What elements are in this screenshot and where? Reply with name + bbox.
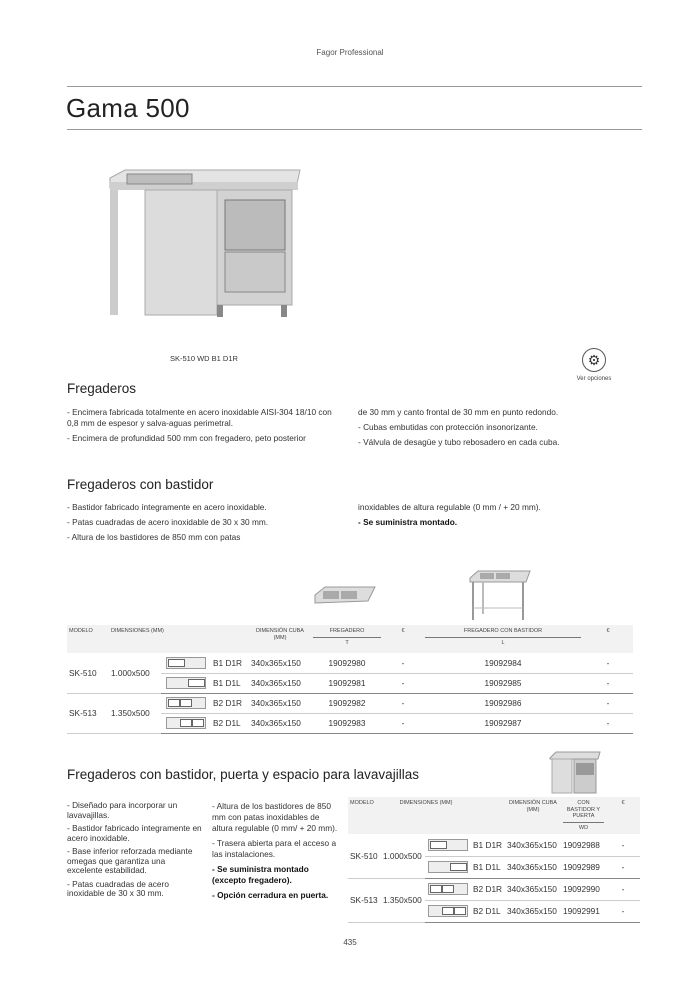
sink-config-icon [428, 839, 468, 851]
col-modelo: MODELO [67, 625, 109, 653]
bullet: - Bastidor fabricado íntegramente en acero inoxidable. [67, 502, 267, 512]
bastidor-code-cell: 19092986 [423, 693, 583, 713]
bullet: - Se suministra montado. [358, 517, 458, 527]
col-price: € [583, 625, 633, 653]
cuba-cell: 340x365x150 [249, 693, 311, 713]
fregadero-code-cell: 19092980 [311, 653, 383, 673]
sink-config-cell [161, 713, 211, 733]
section-title-lavavajillas: Fregaderos con bastidor, puerta y espacio para lavavajillas [67, 767, 419, 782]
bullet: - Encimera fabricada totalmente en acero inoxidable AISI-304 18/10 con 0,8 mm de espesor y salva-aguas perimetral. [67, 407, 332, 428]
sink-config-icon [166, 677, 206, 689]
bastidor-code-cell: 19092990 [561, 878, 606, 900]
sink-config-cell [161, 653, 211, 673]
dimension-cell: 1.350x500 [109, 693, 161, 733]
price-cell: - [583, 693, 633, 713]
bastidor-code-cell: 19092988 [561, 834, 606, 856]
sink-config-icon [166, 697, 206, 709]
bullet: - Encimera de profundidad 500 mm con fregadero, peto posterior [67, 433, 306, 443]
model-cell: SK-513 [348, 878, 381, 922]
col-cuba: DIMENSIÓN CUBA (MM) [505, 797, 561, 834]
section-title-bastidor: Fregaderos con bastidor [67, 477, 214, 492]
product-caption: SK-510 WD B1 D1R [170, 354, 238, 363]
col-fregadero: FREGADERO [313, 628, 381, 638]
cuba-cell: 340x365x150 [249, 713, 311, 733]
config-cell: B2 D1L [471, 900, 505, 922]
fregadero-code-cell: 19092982 [311, 693, 383, 713]
dimension-cell: 1.000x500 [381, 834, 425, 878]
bullet: - Se suministra montado (excepto fregadero). [212, 864, 309, 885]
col-modelo: MODELO [348, 797, 381, 834]
model-cell: SK-510 [67, 653, 109, 693]
sink-config-icon [428, 905, 468, 917]
config-cell: B1 D1L [211, 673, 249, 693]
config-cell: B1 D1R [211, 653, 249, 673]
table-row [348, 834, 640, 856]
bastidor-code-cell: 19092989 [561, 856, 606, 878]
sink-config-cell [425, 878, 471, 900]
price-cell: - [383, 653, 423, 673]
bullets-col1 [67, 801, 202, 903]
cuba-cell: 340x365x150 [505, 856, 561, 878]
col-bastidor: FREGADERO CON BASTIDOR [425, 628, 581, 638]
bullets-left [67, 502, 337, 547]
price-cell: - [583, 653, 633, 673]
sink-dishwasher-image [548, 750, 602, 796]
sink-config-cell [425, 856, 471, 878]
config-cell: B2 D1R [471, 878, 505, 900]
config-cell: B1 D1R [471, 834, 505, 856]
price-table-lavavajillas [348, 797, 640, 923]
cuba-cell: 340x365x150 [505, 834, 561, 856]
sink-config-cell [161, 673, 211, 693]
price-cell: - [606, 900, 640, 922]
col-cuba: DIMENSIÓN CUBA (MM) [249, 625, 311, 653]
bullet: inoxidables de altura regulable (0 mm / + 20 mm). [358, 502, 541, 512]
divider [67, 86, 642, 87]
price-cell: - [606, 834, 640, 856]
bullet: - Válvula de desagüe y tubo rebosadero en cada cuba. [358, 437, 560, 447]
sink-config-cell [425, 900, 471, 922]
bastidor-code-cell: 19092987 [423, 713, 583, 733]
bullet: - Opción cerradura en puerta. [212, 890, 329, 900]
col-dimensiones: DIMENSIONES (MM) [109, 625, 211, 653]
cuba-cell: 340x365x150 [249, 653, 311, 673]
sink-config-icon [166, 657, 206, 669]
bullet: - Patas cuadradas de acero inoxidable de 30 x 30 mm. [67, 517, 269, 527]
options-link[interactable]: Ver opciones [576, 376, 612, 382]
product-image-sink-cabinet [105, 160, 305, 322]
price-cell: - [383, 713, 423, 733]
bullet: - Base inferior reforzada mediante omegas que garantiza una excelente estabilidad. [67, 846, 193, 875]
price-cell: - [583, 673, 633, 693]
bastidor-code-cell: 19092991 [561, 900, 606, 922]
table-row [67, 693, 633, 713]
col-price: € [606, 797, 640, 834]
sink-config-cell [425, 834, 471, 856]
section-title-fregaderos: Fregaderos [67, 381, 137, 396]
col-fregadero-code: T [345, 639, 349, 646]
fregadero-code-cell: 19092983 [311, 713, 383, 733]
bullet: - Trasera abierta para el acceso a las instalaciones. [212, 838, 337, 859]
running-header: Fagor Professional [316, 48, 384, 57]
col-bastidor-code: WD [578, 824, 589, 831]
table-row [67, 653, 633, 673]
model-cell: SK-513 [67, 693, 109, 733]
bullet: - Patas cuadradas de acero inoxidable de 30 x 30 mm. [67, 878, 169, 898]
bullets-col2 [212, 801, 342, 905]
bullet: - Altura de los bastidores de 850 mm con patas inoxidables de altura regulable (0 mm/ + 20 mm). [212, 801, 338, 833]
col-bastidor-code: L [501, 639, 505, 646]
price-cell: - [606, 856, 640, 878]
config-cell: B2 D1R [211, 693, 249, 713]
price-table-fregaderos [67, 625, 633, 734]
cuba-cell: 340x365x150 [505, 878, 561, 900]
sink-config-cell [161, 693, 211, 713]
page-number: 435 [343, 938, 357, 947]
price-cell: - [583, 713, 633, 733]
bullet: - Bastidor fabricado íntegramente en acero inoxidable. [67, 823, 202, 843]
sink-config-icon [428, 883, 468, 895]
sink-config-icon [428, 861, 468, 873]
config-cell: B2 D1L [211, 713, 249, 733]
price-cell: - [383, 673, 423, 693]
bullets-left [67, 407, 337, 448]
sink-frame-image [468, 568, 532, 622]
bullets-right [358, 407, 638, 452]
price-cell: - [606, 878, 640, 900]
divider [67, 129, 642, 130]
bastidor-code-cell: 19092985 [423, 673, 583, 693]
cuba-cell: 340x365x150 [505, 900, 561, 922]
dimension-cell: 1.350x500 [381, 878, 425, 922]
bullet: - Cubas embutidas con protección insonorizante. [358, 422, 538, 432]
bullet: de 30 mm y canto frontal de 30 mm en punto redondo. [358, 407, 559, 417]
config-cell: B1 D1L [471, 856, 505, 878]
table-row [348, 878, 640, 900]
sink-config-icon [166, 717, 206, 729]
cuba-cell: 340x365x150 [249, 673, 311, 693]
col-price: € [383, 625, 423, 653]
price-cell: - [383, 693, 423, 713]
bastidor-code-cell: 19092984 [423, 653, 583, 673]
gear-icon[interactable]: ⚙ [582, 348, 606, 372]
bullets-right [358, 502, 638, 532]
fregadero-code-cell: 19092981 [311, 673, 383, 693]
bullet: - Diseñado para incorporar un lavavajillas. [67, 800, 178, 820]
sink-top-image [313, 585, 377, 613]
model-cell: SK-510 [348, 834, 381, 878]
col-bastidor-puerta: CON BASTIDOR Y PUERTA [563, 800, 604, 823]
bullet: - Altura de los bastidores de 850 mm con patas [67, 532, 241, 542]
page-title: Gama 500 [66, 93, 190, 123]
dimension-cell: 1.000x500 [109, 653, 161, 693]
col-dimensiones: DIMENSIONES (MM) [381, 797, 471, 834]
